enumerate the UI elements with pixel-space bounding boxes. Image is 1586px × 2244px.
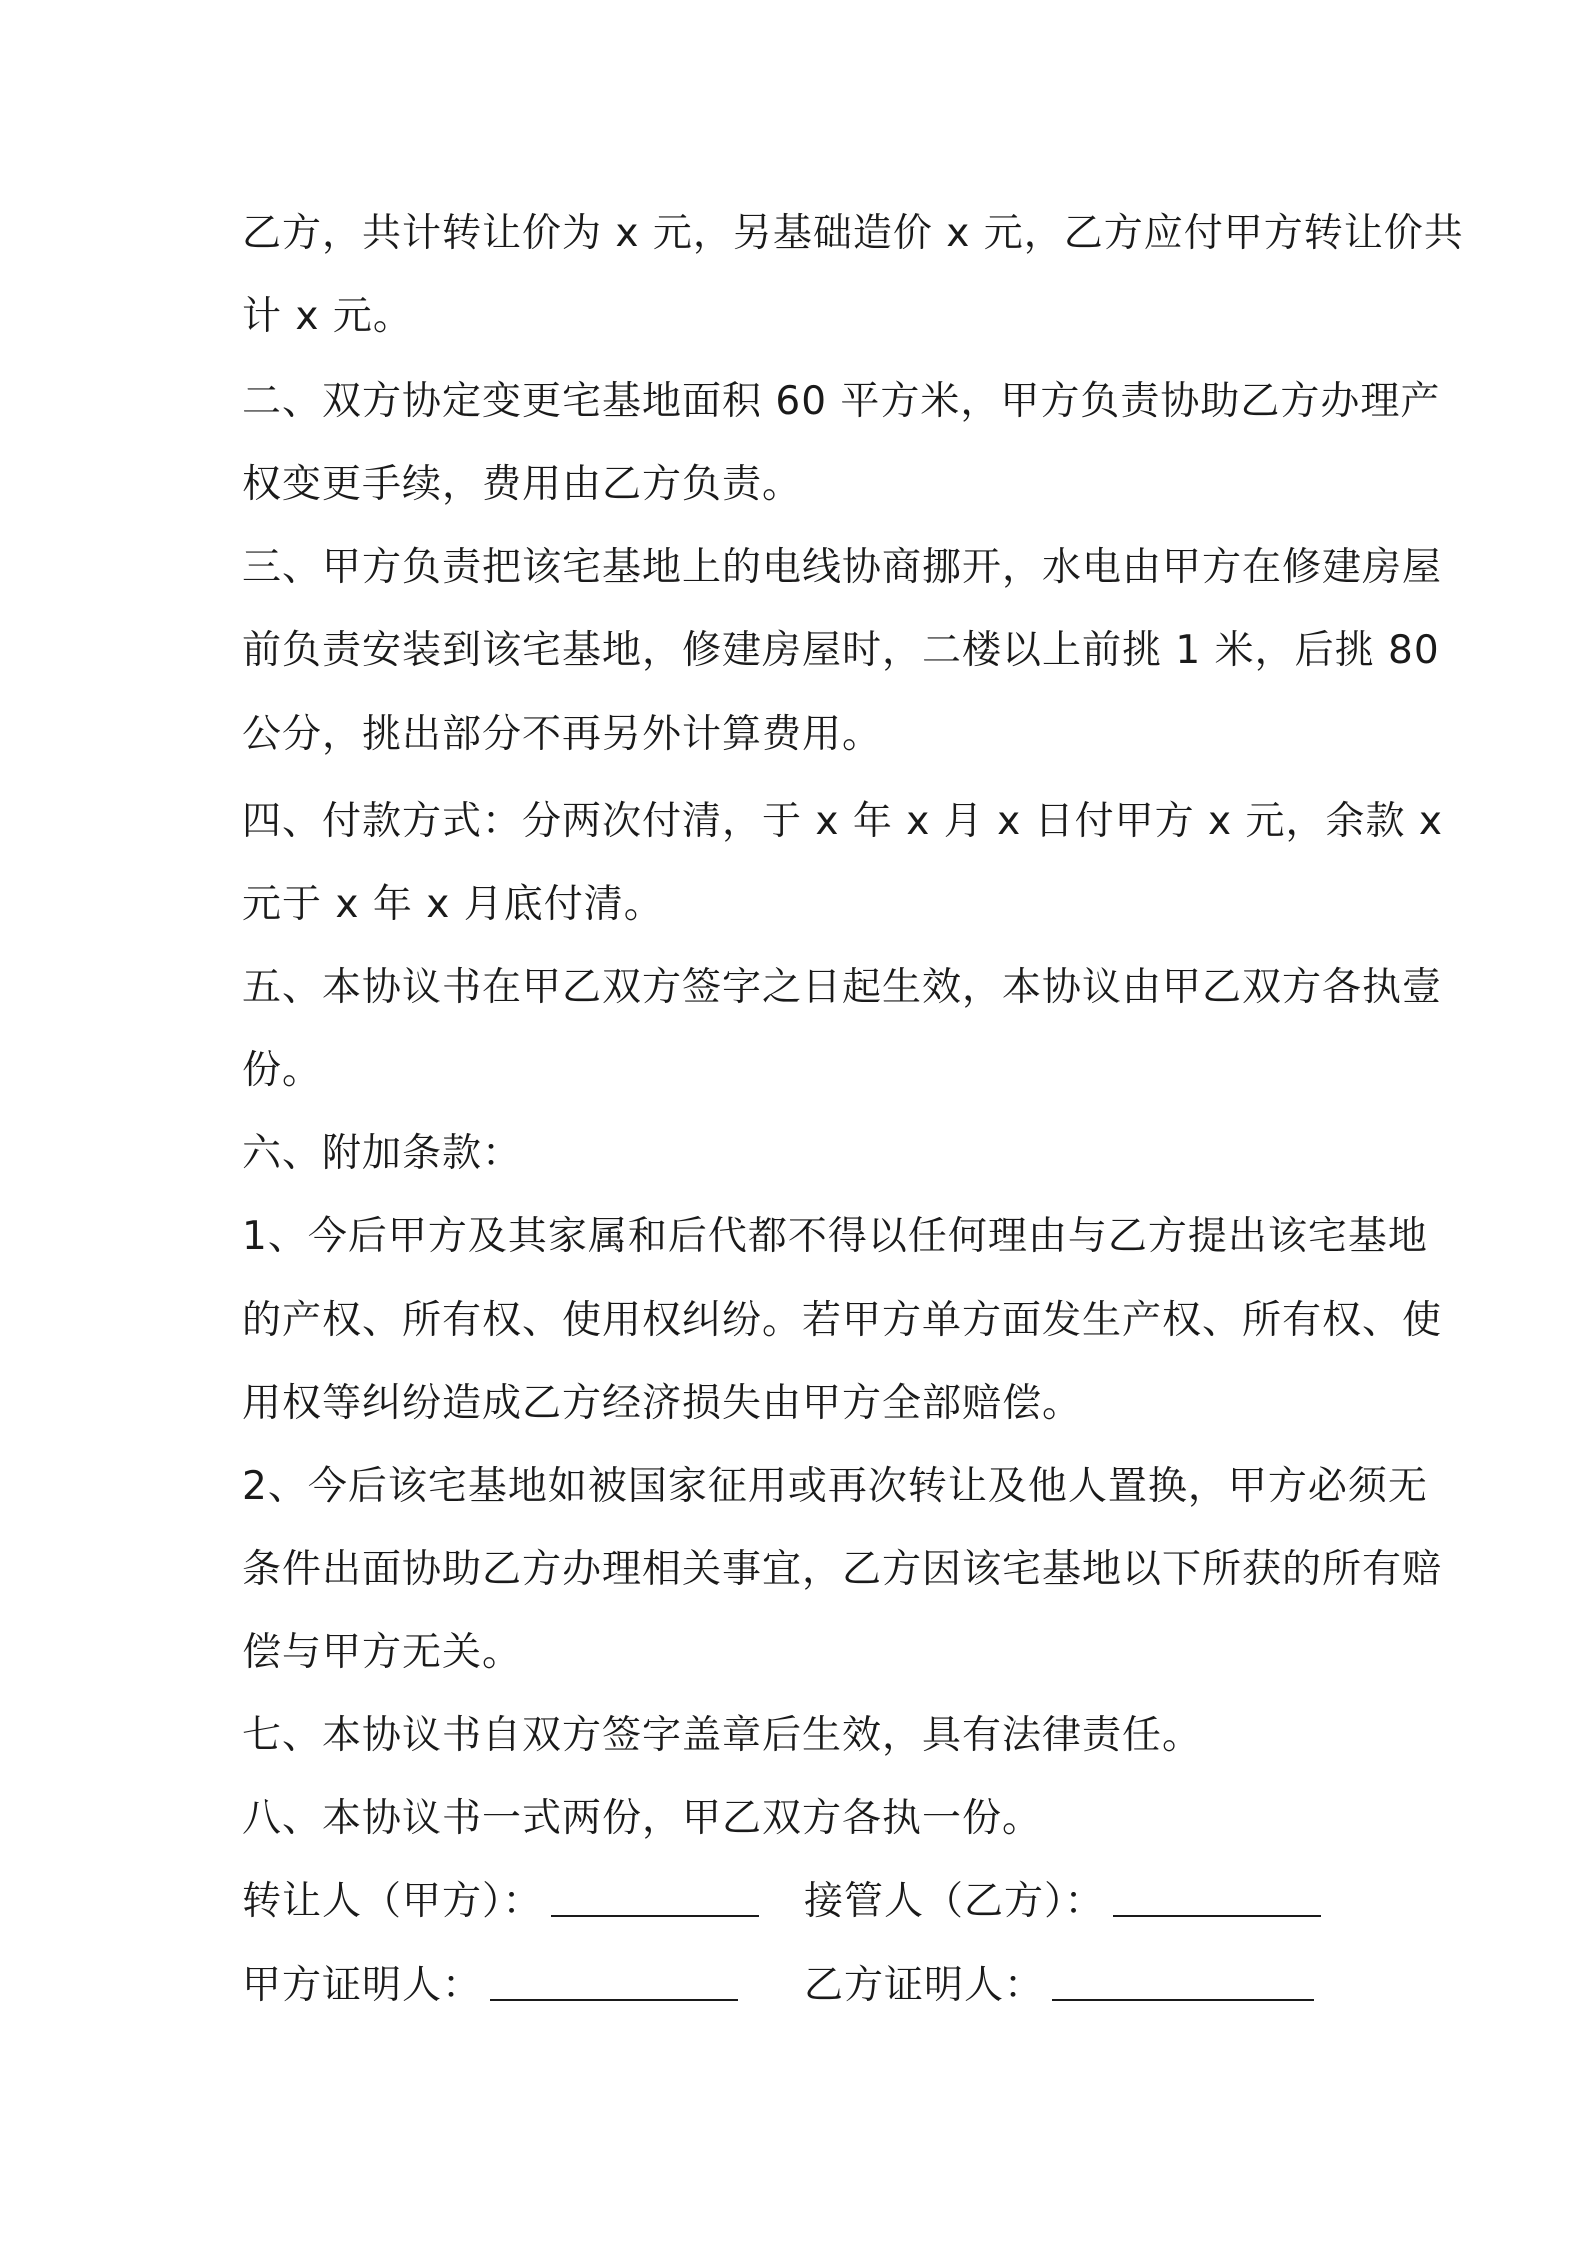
signature-row-witnesses bbox=[242, 1961, 1362, 2017]
transferor-label: 转让人（甲方）： bbox=[242, 1879, 543, 1924]
clause-4-line: 四、付款方式：分两次付清，于 x 年 x 月 x 日付甲方 x 元，余款 x bbox=[242, 799, 1443, 844]
sub-clause-2-line: 2、今后该宅基地如被国家征用或再次转让及他人置换，甲方必须无 bbox=[242, 1464, 1428, 1509]
party-a-witness-signature-line[interactable] bbox=[490, 1961, 738, 2001]
party-a-witness-label: 甲方证明人： bbox=[242, 1963, 483, 2008]
transferor-signature bbox=[242, 1877, 759, 1927]
sub-clause-2-line: 偿与甲方无关。 bbox=[242, 1630, 523, 1675]
party-a-witness-signature bbox=[242, 1961, 738, 2011]
party-b-witness-signature bbox=[804, 1961, 1314, 2011]
clause-2-line: 二、双方协定变更宅基地面积 60 平方米，甲方负责协助乙方办理产 bbox=[242, 379, 1441, 424]
sub-clause-1-line: 用权等纠纷造成乙方经济损失由甲方全部赔偿。 bbox=[242, 1381, 1083, 1426]
clause-8-line: 八、本协议书一式两份，甲乙双方各执一份。 bbox=[242, 1796, 1043, 1841]
sub-clause-2-line: 条件出面协助乙方办理相关事宜，乙方因该宅基地以下所获的所有赔 bbox=[242, 1547, 1443, 1592]
clause-5-line: 五、本协议书在甲乙双方签字之日起生效，本协议由甲乙双方各执壹 bbox=[242, 965, 1443, 1010]
party-b-witness-label: 乙方证明人： bbox=[804, 1963, 1045, 2008]
transferor-signature-line[interactable] bbox=[551, 1877, 759, 1917]
clause-7-line: 七、本协议书自双方签字盖章后生效，具有法律责任。 bbox=[242, 1713, 1203, 1758]
clause-5-line: 份。 bbox=[242, 1048, 323, 1093]
clause-2-line: 权变更手续，费用由乙方负责。 bbox=[242, 462, 803, 507]
sub-clause-1-line: 的产权、所有权、使用权纠纷。若甲方单方面发生产权、所有权、使 bbox=[242, 1298, 1443, 1343]
clause-3-line: 公分，挑出部分不再另外计算费用。 bbox=[242, 712, 883, 757]
receiver-label: 接管人（乙方）： bbox=[804, 1879, 1105, 1924]
receiver-signature bbox=[804, 1877, 1321, 1927]
body-text-line: 乙方，共计转让价为 x 元，另基础造价 x 元，乙方应付甲方转让价共 bbox=[242, 211, 1464, 256]
clause-6-heading: 六、附加条款： bbox=[242, 1131, 523, 1176]
sub-clause-1-line: 1、今后甲方及其家属和后代都不得以任何理由与乙方提出该宅基地 bbox=[242, 1214, 1428, 1259]
clause-3-line: 前负责安装到该宅基地，修建房屋时，二楼以上前挑 1 米，后挑 80 bbox=[242, 628, 1440, 673]
body-text-line: 计 x 元。 bbox=[242, 294, 413, 339]
clause-4-line: 元于 x 年 x 月底付清。 bbox=[242, 882, 664, 927]
clause-3-line: 三、甲方负责把该宅基地上的电线协商挪开，水电由甲方在修建房屋 bbox=[242, 545, 1443, 590]
receiver-signature-line[interactable] bbox=[1113, 1877, 1321, 1917]
signature-row-parties bbox=[242, 1877, 1362, 1933]
party-b-witness-signature-line[interactable] bbox=[1052, 1961, 1314, 2001]
